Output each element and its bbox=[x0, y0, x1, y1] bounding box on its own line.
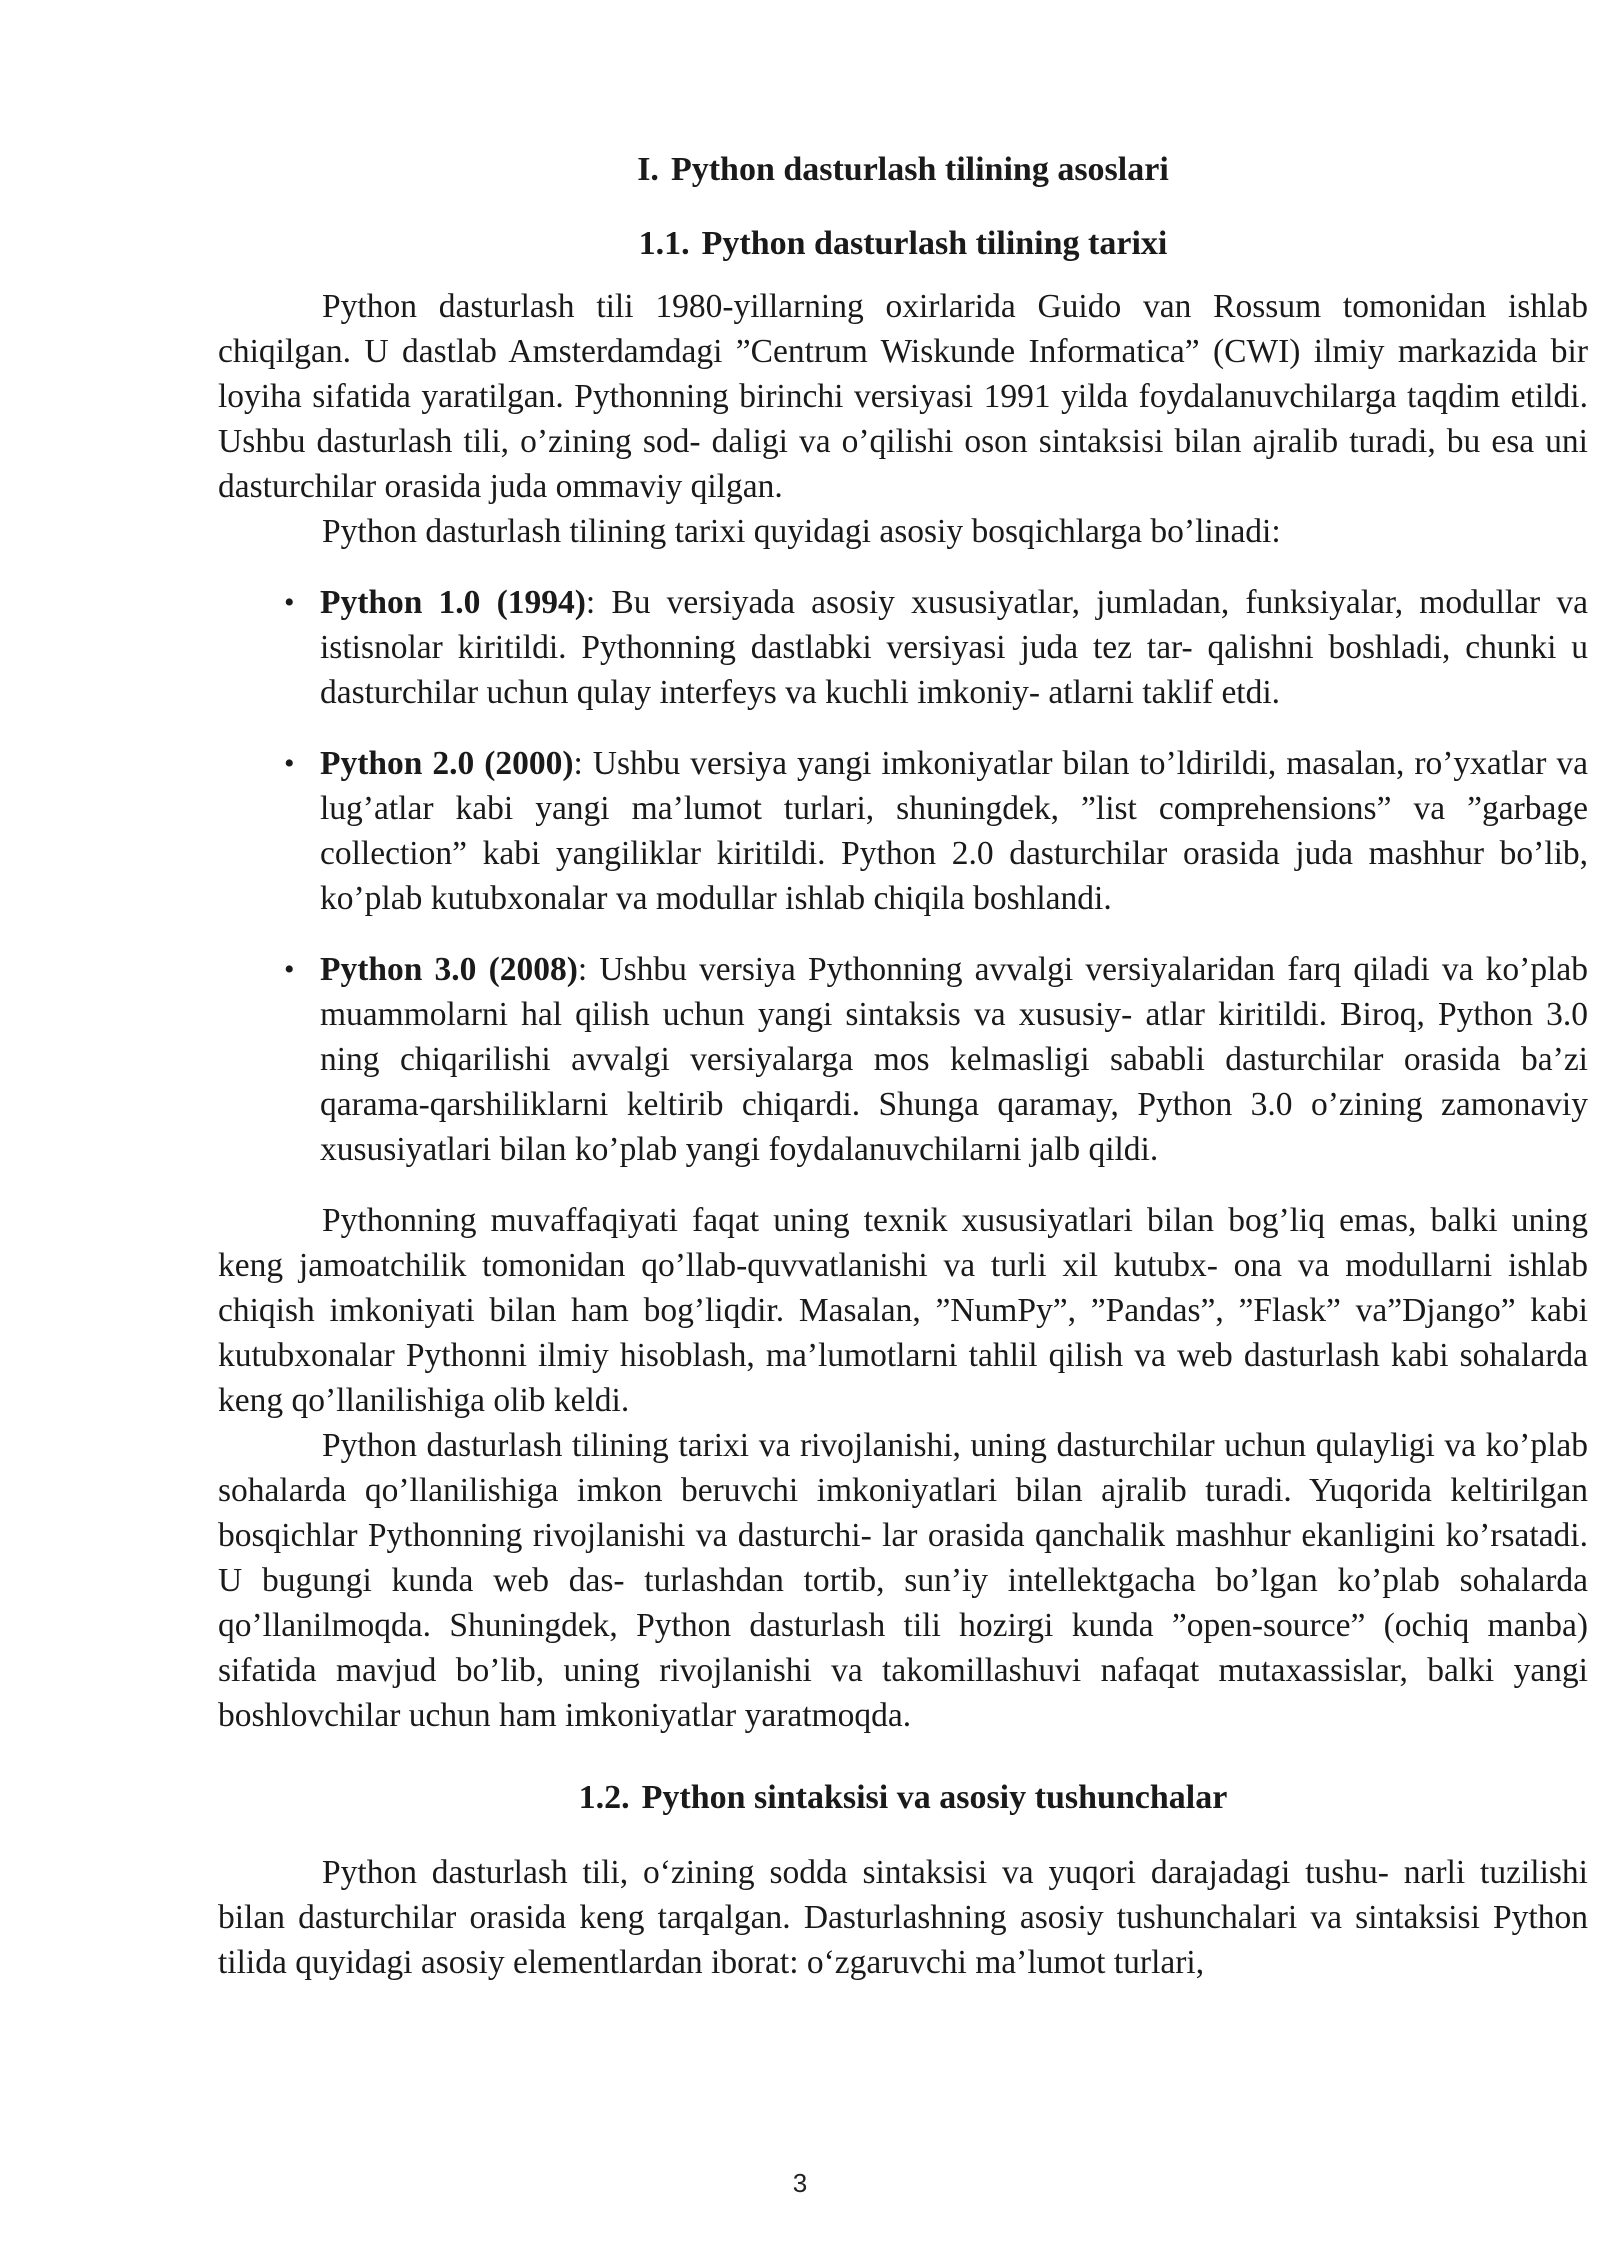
page-number: 3 bbox=[792, 2168, 808, 2198]
document-page bbox=[218, 148, 1588, 1985]
list-item-text: : Ushbu versiya Pythonning avvalgi versiyalaridan farq qiladi va ko’plab muammolarni hal qilish uchun yangi sintaksis va xususiy- atlar kiritildi. Biroq, Python 3.0 ning chiqarilishi avvalgi versiyalarga mos kelmasligi sababli dasturchilar orasida ba’zi qarama-qarshiliklarni keltirib chiqardi. Shunga qaramay, Python 3.0 o’zining zamonaviy xususiyatlari bilan ko’plab yangi foydalanuvchilarni jalb qildi. bbox=[320, 951, 1588, 1168]
bullet-icon: • bbox=[284, 586, 295, 619]
list-item-python-3 bbox=[218, 947, 1588, 1172]
version-list bbox=[218, 580, 1588, 1172]
list-item-python-2 bbox=[218, 741, 1588, 921]
list-item-text: : Ushbu versiya yangi imkoniyatlar bilan to’ldirildi, masalan, ro’yxatlar va lug’atlar kabi yangi ma’lumot turlari, shuningdek, ”list comprehensions” va ”garbage collection” kabi yangiliklar kiritildi. Python 2.0 dasturchilar orasida juda mashhur bo’lib, ko’plab kutubxonalar va modullar ishlab chiqila boshlandi. bbox=[320, 745, 1588, 917]
chapter-title: Python dasturlash tilining asoslari bbox=[670, 151, 1169, 188]
paragraph-stages-intro: Python dasturlash tilining tarixi quyidagi asosiy bosqichlarga bo’linadi: bbox=[322, 513, 1281, 550]
list-item-text: : Bu versiyada asosiy xususiyatlar, jumladan, funksiyalar, modullar va istisnolar kiritildi. Pythonning dastlabki versiyasi juda tez tar- qalishni boshladi, chunki u dasturchilar uchun qulay interfeys va kuchli imkoniy- atlarni taklif etdi. bbox=[320, 584, 1588, 711]
paragraph-history-intro: Python dasturlash tili 1980-yillarning oxirlarida Guido van Rossum tomonidan ishlab chiqilgan. U dastlab Amsterdamdagi ”Centrum Wiskunde Informatica” (CWI) ilmiy markazida bir loyiha sifatida yaratilgan. Pythonning birinchi versiyasi 1991 yilda foydalanuvchilarga taqdim etildi. Ushbu dasturlash tili, o’zining sod- daligi va o’qilishi oson sintaksisi bilan ajralib turadi, bu esa uni dasturchilar orasida juda ommaviy qilgan. bbox=[218, 288, 1588, 505]
section-number: 1.2. bbox=[578, 1779, 630, 1816]
list-item-title: Python 3.0 (2008) bbox=[320, 951, 578, 988]
section-heading-1-2 bbox=[218, 1776, 1588, 1820]
section-number: 1.1. bbox=[638, 225, 690, 262]
list-item-python-1 bbox=[218, 580, 1588, 715]
section-title: Python dasturlash tilining tarixi bbox=[701, 225, 1168, 262]
chapter-number: I. bbox=[637, 151, 659, 188]
paragraph-development: Python dasturlash tilining tarixi va rivojlanishi, uning dasturchilar uchun qulayligi va ko’plab sohalarda qo’llanilishiga imkon beruvchi imkoniyatlari bilan ajralib turadi. Yuqorida keltirilgan bosqichlar Pythonning rivojlanishi va dasturchi- lar orasida qanchalik mashhur ekanligini ko’rsatadi. U bugungi kunda web das- turlashdan tortib, sun’iy intellektgacha bo’lgan ko’plab sohalarda qo’llanilmoqda. Shuningdek, Python dasturlash tili hozirgi kunda ”open-source” (ochiq manba) sifatida mavjud bo’lib, uning rivojlanishi va takomillashuvi nafaqat mutaxassislar, balki yangi boshlovchilar uchun ham imkoniyatlar yaratmoqda. bbox=[218, 1427, 1588, 1734]
bullet-icon: • bbox=[284, 747, 295, 780]
section-title: Python sintaksisi va asosiy tushunchalar bbox=[641, 1779, 1228, 1816]
chapter-heading bbox=[218, 148, 1588, 192]
paragraph-syntax-intro: Python dasturlash tili, o‘zining sodda sintaksisi va yuqori darajadagi tushu- narli tuzilishi bilan dasturchilar orasida keng tarqalgan. Dasturlashning asosiy tushunchalari va sintaksisi Python tilida quyidagi asosiy elementlardan iborat: o‘zgaruvchi ma’lumot turlari, bbox=[218, 1854, 1588, 1981]
list-item-title: Python 1.0 (1994) bbox=[320, 584, 586, 621]
section-heading-1-1 bbox=[218, 222, 1588, 266]
list-item-title: Python 2.0 (2000) bbox=[320, 745, 574, 782]
paragraph-success: Pythonning muvaffaqiyati faqat uning texnik xususiyatlari bilan bog’liq emas, balki uning keng jamoatchilik tomonidan qo’llab-quvvatlanishi va turli xil kutubx- ona va modullarni ishlab chiqish imkoniyati bilan ham bog’liqdir. Masalan, ”NumPy”, ”Pandas”, ”Flask” va”Django” kabi kutubxonalar Pythonni ilmiy hisoblash, ma’lumotlarni tahlil qilish va web dasturlash kabi sohalarda keng qo’llanilishiga olib keldi. bbox=[218, 1202, 1588, 1419]
bullet-icon: • bbox=[284, 953, 295, 986]
